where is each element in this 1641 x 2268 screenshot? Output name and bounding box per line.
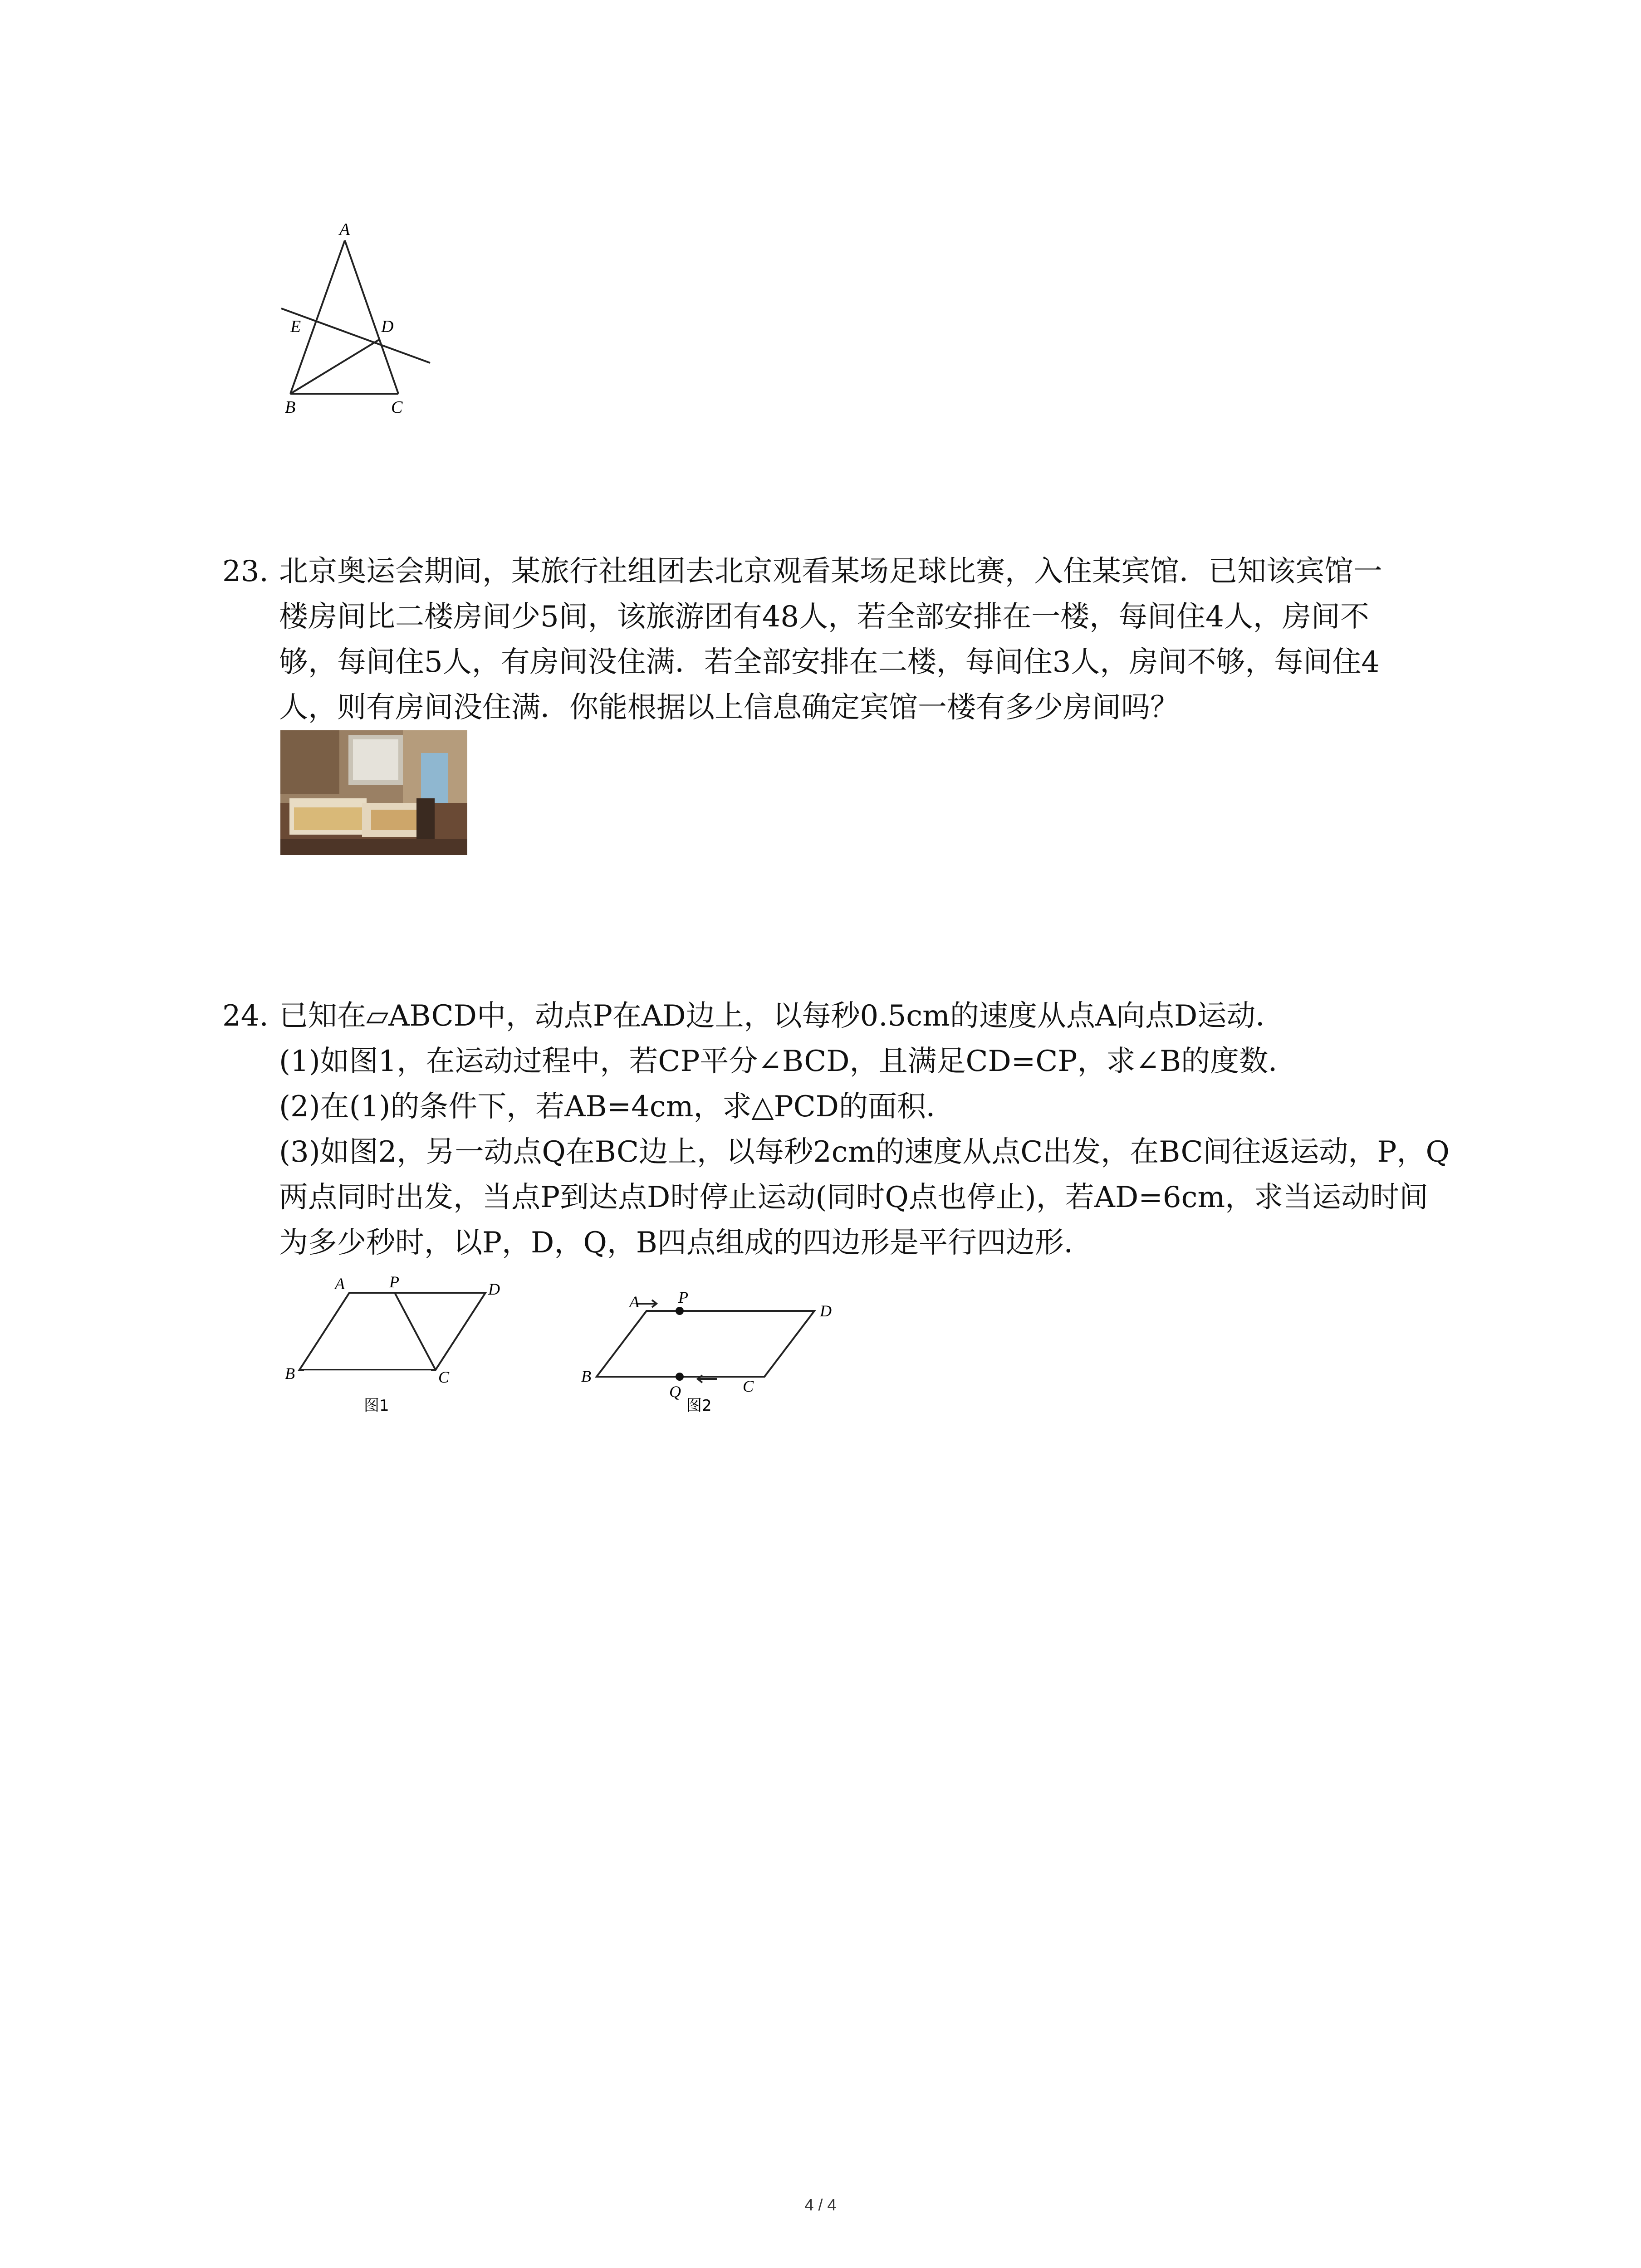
figure-22-triangle [272,213,454,417]
label-q: Q [669,1383,681,1401]
label-a: A [629,1293,639,1311]
question-number: 23. [222,555,269,588]
question-text-line: (1)如图1，在运动过程中，若CP平分∠BCD，且满足CD=CP，求∠B的度数． [279,1045,1298,1078]
question-text-line: 两点同时出发，当点P到达点D时停止运动(同时Q点也停止)，若AD=6cm，求当运动时间 [279,1181,1429,1214]
hotel-room-photo [280,730,467,855]
question-24 [222,993,1474,1275]
label-c: C [438,1368,450,1386]
label-e: E [290,317,301,336]
figure-caption: 图1 [364,1397,389,1415]
label-a: A [339,220,350,239]
label-c: C [743,1377,754,1395]
question-text-line: (3)如图2，另一动点Q在BC边上，以每秒2cm的速度从点C出发，在BC间往返运动，P，Q [279,1135,1450,1169]
point-q-marker [676,1373,684,1381]
label-d: D [488,1280,500,1298]
label-a: A [335,1275,345,1293]
figure-24-2-parallelogram [569,1275,851,1429]
label-p: P [389,1275,399,1291]
label-d: D [381,317,394,336]
question-text-line: 楼房间比二楼房间少5间，该旅游团有48人，若全部安排在一楼，每间住4人，房间不 [279,600,1369,634]
label-b: B [285,398,296,417]
page-number: 4 / 4 [804,2195,837,2214]
point-p-marker [676,1307,684,1315]
label-c: C [391,398,403,417]
figure-24-1-parallelogram [277,1275,531,1429]
question-text-line: 够，每间住5人，有房间没住满．若全部安排在二楼，每间住3人，房间不够，每间住4 [279,645,1380,679]
question-text-line: 已知在▱ABCD中，动点P在AD边上，以每秒0.5cm的速度从点A向点D运动． [279,999,1285,1033]
label-b: B [581,1367,591,1385]
question-number: 24. [222,999,269,1033]
question-text-line: (2)在(1)的条件下，若AB=4cm，求△PCD的面积． [279,1090,955,1124]
label-d: D [820,1302,832,1320]
question-text-line: 北京奥运会期间，某旅行社组团去北京观看某场足球比赛，入住某宾馆．已知该宾馆一 [279,555,1382,588]
figure-caption: 图2 [686,1397,712,1415]
label-p: P [678,1288,688,1306]
question-text-line: 为多少秒时，以P，D，Q，B四点组成的四边形是平行四边形． [279,1226,1093,1260]
label-b: B [285,1364,295,1383]
question-text-line: 人，则有房间没住满．你能根据以上信息确定宾馆一楼有多少房间吗？ [279,691,1179,724]
